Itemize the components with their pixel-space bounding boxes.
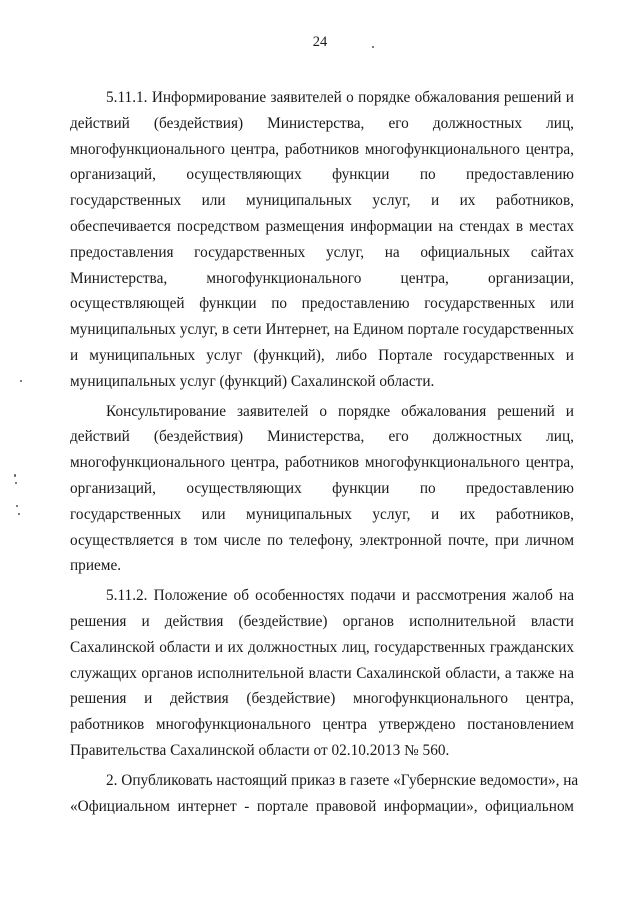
paragraph-5-11-2 <box>70 583 574 764</box>
text-line: организаций, осуществляющих функции по предоставлению <box>70 479 574 497</box>
paragraph-item-2 <box>70 768 579 820</box>
text-line: Сахалинской области и их должностных лиц, государственных гражданских <box>70 638 574 656</box>
text-line: обеспечивается посредством размещения информации на стендах в местах <box>70 217 574 235</box>
page-number: 24 <box>312 34 328 50</box>
text-line: многофункционального центра, работников многофункционального центра, <box>70 454 574 472</box>
text-line: государственных или муниципальных услуг, и их работников, <box>70 505 574 523</box>
scan-speck <box>372 46 374 48</box>
document-body <box>70 85 579 819</box>
text-line: работников многофункционального центра утверждено постановлением <box>70 716 574 734</box>
text-line: осуществляется в том числе по телефону, электронной почте, при личном <box>70 531 574 549</box>
text-line: 2. Опубликовать настоящий приказ в газете «Губернские ведомости», на <box>106 771 579 789</box>
text-line: многофункционального центра, работников многофункционального центра, <box>70 140 574 158</box>
text-line: организаций, осуществляющих функции по предоставлению <box>70 166 574 184</box>
text-line: 5.11.2. Положение об особенностях подачи и рассмотрения жалоб на <box>106 587 574 605</box>
paragraph-consulting <box>70 399 574 580</box>
text-line: решения и действия (бездействие) органов исполнительной власти <box>70 612 574 630</box>
text-line: действий (бездействия) Министерства, его должностных лиц, <box>70 428 574 446</box>
text-line: служащих органов исполнительной власти Сахалинской области, а также на <box>70 664 574 682</box>
text-line: 5.11.1. Информирование заявителей о порядке обжалования решений и <box>106 89 574 106</box>
text-line: муниципальных услуг (функций) Сахалинской области. <box>70 372 435 390</box>
paragraph-5-11-1 <box>70 85 574 395</box>
text-line: и муниципальных услуг (функций), либо Портале государственных и <box>70 346 574 364</box>
scan-speck <box>14 474 16 477</box>
text-line: приеме. <box>70 557 122 575</box>
text-line: действий (бездействия) Министерства, его должностных лиц, <box>70 114 574 132</box>
scan-speck <box>18 513 20 515</box>
text-line: муниципальных услуг, в сети Интернет, на Едином портале государственных <box>70 321 574 339</box>
text-line: предоставления государственных услуг, на официальных сайтах <box>70 243 574 261</box>
scan-speck <box>20 380 22 382</box>
text-line: государственных или муниципальных услуг, и их работников, <box>70 192 574 210</box>
scan-speck <box>15 482 17 484</box>
text-line: Правительства Сахалинской области от 02.10.2013 № 560. <box>70 741 450 759</box>
scan-speck <box>16 505 18 507</box>
text-line: решения и действия (бездействие) многофункционального центра, <box>70 690 574 708</box>
text-line: Министерства, многофункционального центра, организации, <box>70 269 574 287</box>
text-line: осуществляющей функции по предоставлению государственных или <box>70 295 574 313</box>
text-line: «Официальном интернет - портале правовой информации», официальном <box>70 797 574 815</box>
text-line: Консультирование заявителей о порядке обжалования решений и <box>106 402 574 420</box>
